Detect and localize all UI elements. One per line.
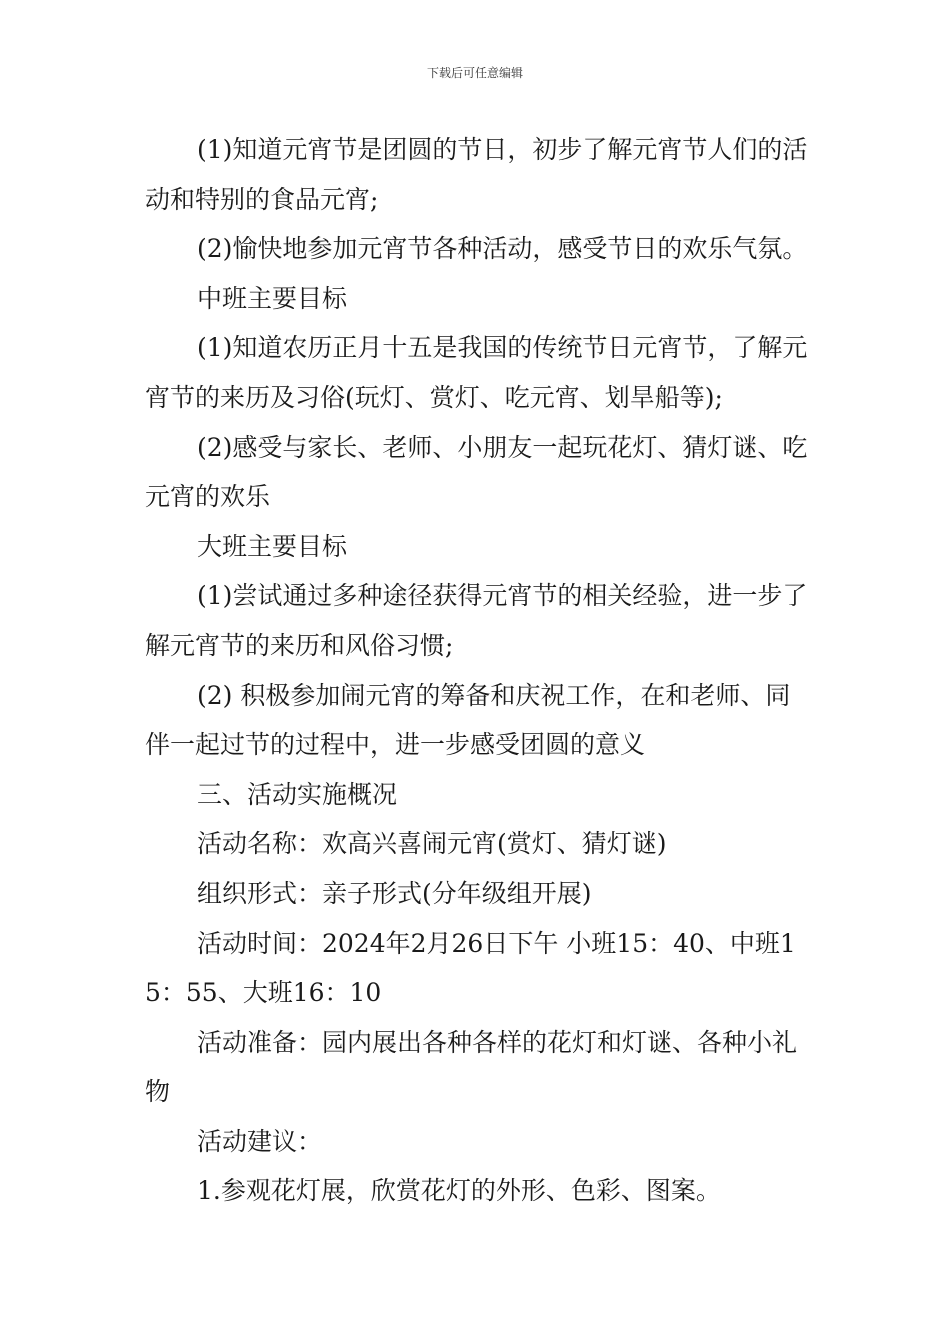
goal-middle-1: (1)知道农历正月十五是我国的传统节日元宵节，了解元宵节的来历及习俗(玩灯、赏灯、吃元宵、划旱船等); [145,333,808,412]
activity-name: 活动名称：欢高兴喜闹元宵(赏灯、猜灯谜) [197,829,667,859]
section-heading-implementation: 三、活动实施概况 [197,779,398,809]
activity-format: 组织形式：亲子形式(分年级组开展) [197,878,592,908]
goal-large-1: (1)尝试通过多种途径获得元宵节的相关经验，进一步了解元宵节的来历和风俗习惯; [145,581,808,660]
goal-large-2: (2) 积极参加闹元宵的筹备和庆祝工作，在和老师、同伴一起过节的过程中，进一步感受团圆的意义 [145,680,791,760]
heading-large-class: 大班主要目标 [197,531,348,561]
activity-time: 活动时间：2024年2月26日下午 小班15：40、中班15：55、大班16：10 [145,928,796,1008]
activity-suggestion-1: 1.参观花灯展，欣赏花灯的外形、色彩、图案。 [197,1176,721,1206]
heading-middle-class: 中班主要目标 [197,283,348,313]
goal-middle-2: (2)感受与家长、老师、小朋友一起玩花灯、猜灯谜、吃元宵的欢乐 [145,432,808,512]
page-header-note: 下载后可任意编辑 [426,66,523,80]
activity-preparation: 活动准备：园内展出各种各样的花灯和灯谜、各种小礼物 [145,1027,798,1107]
goal-small-1: (1)知道元宵节是团圆的节日，初步了解元宵节人们的活动和特别的食品元宵; [145,135,808,214]
activity-suggestions-heading: 活动建议： [197,1126,323,1156]
document-body [145,125,813,1216]
goal-small-2: (2)愉快地参加元宵节各种活动，感受节日的欢乐气氛。 [197,234,808,264]
